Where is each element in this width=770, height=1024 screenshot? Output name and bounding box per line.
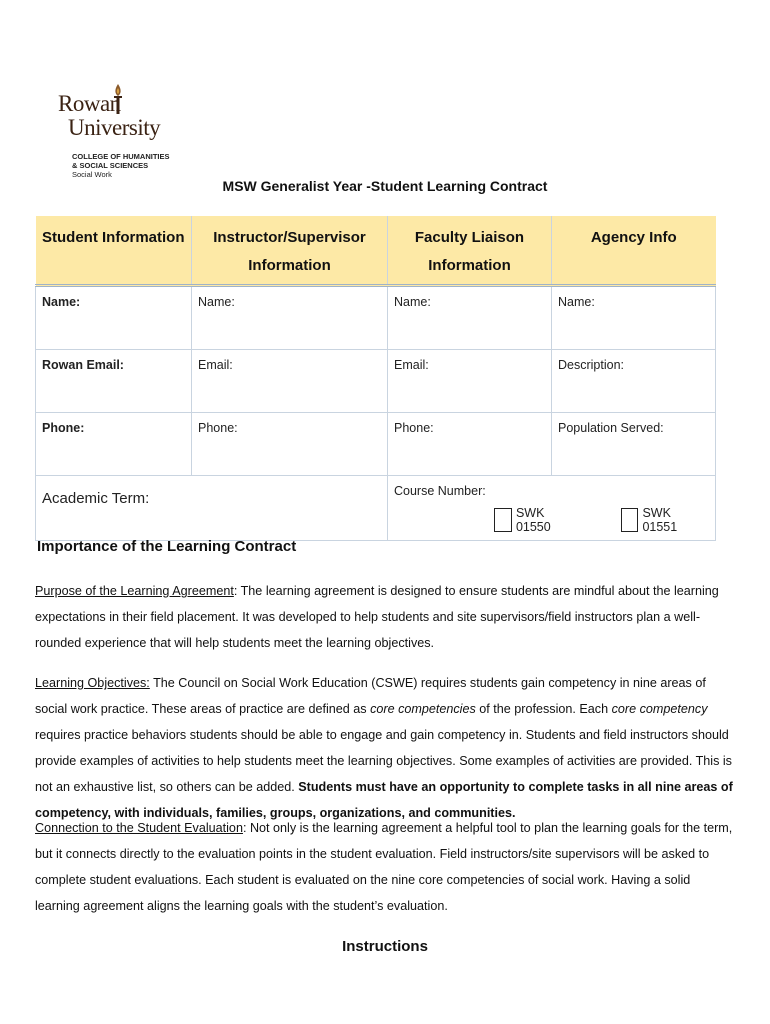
rowan-logo	[50, 78, 170, 188]
header-instructor-supervisor: Instructor/Supervisor Information	[192, 216, 388, 286]
student-info-table	[35, 216, 716, 541]
paragraph-evaluation	[35, 815, 735, 919]
header-agency-info: Agency Info	[552, 216, 716, 286]
document-title: MSW Generalist Year -Student Learning Contract	[222, 178, 548, 194]
course-number-cell	[388, 476, 716, 541]
paragraph-emphasis: core competencies	[370, 702, 476, 716]
course-number-label: Course Number:	[394, 484, 486, 498]
paragraph-text: : The learning agreement is designed to ensure students are mindful about the learning expectations in their field placement. It was developed to help students and site supervisors/field instructors plan a well-rounded experience that will help students meet the learning objectives.	[35, 584, 719, 650]
instructions-heading: Instructions	[342, 938, 428, 955]
table-row	[36, 286, 716, 350]
paragraph-text: requires practice behaviors students should be able to engage and gain competency in. Students and field instructors should provide examples of activities to help students meet the learning objectives. Some examples of activities are provided. This is not an exhaustive list, so others can be added.	[35, 728, 732, 794]
course-option-swk01550[interactable]	[494, 506, 583, 534]
course-options	[494, 506, 709, 534]
student-phone-field[interactable]: Phone:	[36, 413, 192, 476]
agency-description-field[interactable]: Description:	[552, 350, 716, 413]
logo-word-university: University	[68, 115, 161, 140]
course-option-label: SWK 01550	[515, 506, 551, 534]
logo-college-text	[72, 152, 170, 179]
liaison-phone-field[interactable]: Phone:	[388, 413, 552, 476]
student-email-field[interactable]: Rowan Email:	[36, 350, 192, 413]
header-student-information: Student Information	[36, 216, 192, 286]
agency-name-field[interactable]: Name:	[552, 286, 716, 350]
paragraph-text: : Not only is the learning agreement a helpful tool to plan the learning goals for the term, but it connects directly to the evaluation points in the student evaluation. Field instructors/site supervisors will be asked to complete student evaluations. Each student is evaluated on the nine core competencies of social work. Having a solid learning agreement aligns the learning goals with the student’s evaluation.	[35, 821, 733, 913]
paragraph-objectives	[35, 670, 735, 826]
college-line-1: COLLEGE OF HUMANITIES	[72, 152, 170, 161]
liaison-name-field[interactable]: Name:	[388, 286, 552, 350]
agency-population-field[interactable]: Population Served:	[552, 413, 716, 476]
paragraph-lead: Learning Objectives:	[35, 676, 150, 690]
paragraph-text: of the profession. Each	[475, 702, 612, 716]
table-row	[36, 413, 716, 476]
checkbox-swk01551[interactable]	[621, 508, 639, 532]
course-option-swk01551[interactable]	[621, 506, 710, 534]
header-faculty-liaison: Faculty Liaison Information	[388, 216, 552, 286]
paragraph-text: The Council on Social Work Education (CSWE) requires students gain competency in nine areas of social work practice. These areas of practice are defined as	[35, 676, 706, 716]
liaison-email-field[interactable]: Email:	[388, 350, 552, 413]
term-row	[36, 476, 716, 541]
paragraph-lead: Purpose of the Learning Agreement	[35, 584, 234, 598]
table-header-row	[36, 216, 716, 286]
academic-term-label: Academic Term:	[42, 490, 150, 507]
paragraph-bold: Students must have an opportunity to complete tasks in all nine areas of competency, with individuals, families, groups, organizations, and communities.	[35, 780, 733, 820]
college-line-3: Social Work	[72, 170, 112, 179]
section-heading: Importance of the Learning Contract	[37, 538, 297, 555]
student-name-field[interactable]: Name:	[36, 286, 192, 350]
instructor-phone-field[interactable]: Phone:	[192, 413, 388, 476]
paragraph-purpose	[35, 578, 735, 656]
course-option-label: SWK 01551	[642, 506, 678, 534]
checkbox-swk01550[interactable]	[494, 508, 512, 532]
instructor-name-field[interactable]: Name:	[192, 286, 388, 350]
table-row	[36, 350, 716, 413]
academic-term-field[interactable]	[36, 476, 388, 541]
paragraph-lead: Connection to the Student Evaluation	[35, 821, 243, 835]
logo-word-rowan: Rowan	[58, 91, 121, 116]
paragraph-emphasis: core competency	[611, 702, 708, 716]
college-line-2: & SOCIAL SCIENCES	[72, 161, 149, 170]
instructor-email-field[interactable]: Email:	[192, 350, 388, 413]
course-number-wrap	[394, 484, 709, 532]
